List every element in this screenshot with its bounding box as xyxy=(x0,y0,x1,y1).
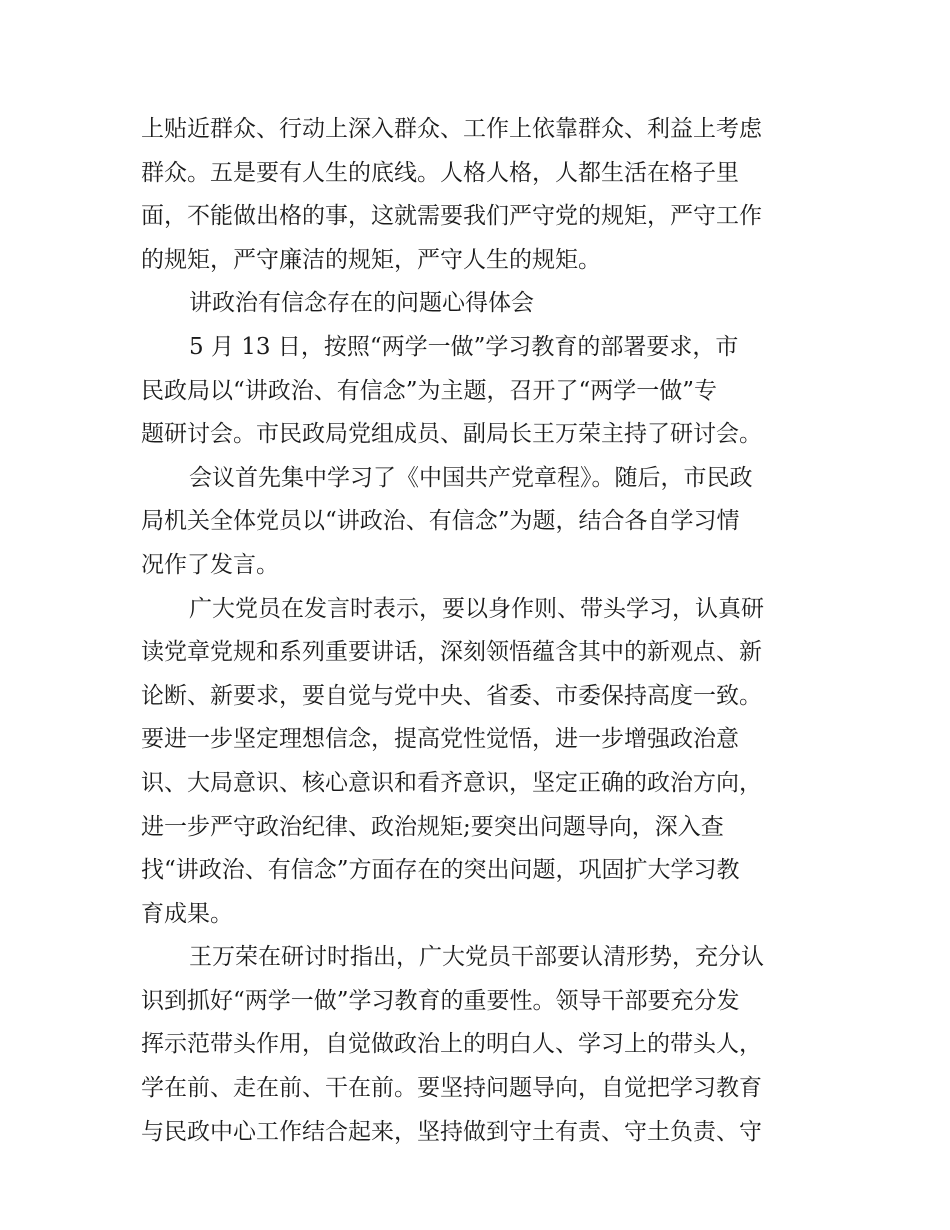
text-line: 的规矩，严守廉洁的规矩，严守人生的规矩。 xyxy=(141,246,601,273)
text-line: 读党章党规和系列重要讲话，深刻领悟蕴含其中的新观点、新 xyxy=(141,639,762,666)
text-line: 上贴近群众、行动上深入群众、工作上依靠群众、利益上考虑 xyxy=(141,116,762,142)
text-line: 识、大局意识、核心意识和看齐意识，坚定正确的政治方向， xyxy=(141,769,762,796)
text-line: 识到抓好“两学一做”学习教育的重要性。领导干部要充分发 xyxy=(141,987,740,1014)
text-line: 广大党员在发言时表示，要以身作则、带头学习，认真研 xyxy=(189,595,764,622)
text-line: 要进一步坚定理想信念，提高党性觉悟，进一步增强政治意 xyxy=(141,726,739,753)
text-line: 群众。五是要有人生的底线。人格人格，人都生活在格子里 xyxy=(141,159,739,186)
text-line: 育成果。 xyxy=(141,900,233,927)
text-line: 与民政中心工作结合起来，坚持做到守土有责、守土负责、守 xyxy=(141,1118,762,1145)
text-line: 挥示范带头作用，自觉做政治上的明白人、学习上的带头人， xyxy=(141,1031,762,1058)
text-line: 会议首先集中学习了《中国共产党章程》。随后，市民政 xyxy=(189,464,753,491)
text-line: 学在前、走在前、干在前。要坚持问题导向，自觉把学习教育 xyxy=(141,1075,762,1102)
document-body xyxy=(141,108,811,1154)
text-line: 局机关全体党员以“讲政治、有信念”为题，结合各自学习情 xyxy=(141,508,740,535)
text-line: 讲政治有信念存在的问题心得体会 xyxy=(189,290,534,317)
text-line: 题研讨会。市民政局党组成员、副局长王万荣主持了研讨会。 xyxy=(141,421,762,448)
text-line: 5 月 13 日，按照“两学一做”学习教育的部署要求，市 xyxy=(189,333,739,360)
text-line: 面，不能做出格的事，这就需要我们严守党的规矩，严守工作 xyxy=(141,203,762,230)
text-line: 王万荣在研讨时指出，广大党员干部要认清形势，充分认 xyxy=(189,944,764,971)
text-line: 找“讲政治、有信念”方面存在的突出问题，巩固扩大学习教 xyxy=(141,857,740,884)
text-line: 况作了发言。 xyxy=(141,551,279,578)
text-line: 民政局以“讲政治、有信念”为主题，召开了“两学一做”专 xyxy=(141,377,718,404)
text-line: 论断、新要求，要自觉与党中央、省委、市委保持高度一致。 xyxy=(141,682,762,709)
text-line: 进一步严守政治纪律、政治规矩;要突出问题导向，深入查 xyxy=(141,813,724,840)
